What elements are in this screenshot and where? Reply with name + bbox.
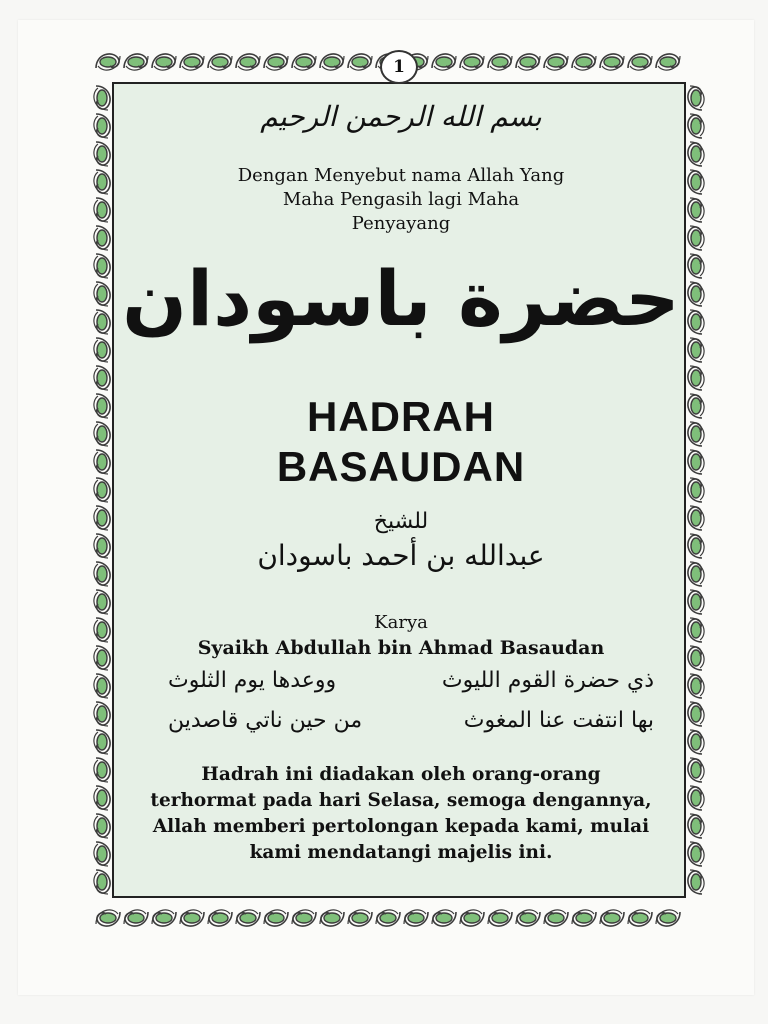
basmala-meaning: Dengan Menyebut nama Allah Yang Maha Pengasih lagi Maha Penyayang	[237, 165, 565, 234]
vine-ornament	[94, 590, 110, 614]
vine-ornament	[600, 910, 624, 926]
author-label: Karya	[374, 612, 428, 633]
vine-ornament	[94, 86, 110, 110]
vine-ornament	[94, 338, 110, 362]
vine-ornament	[688, 646, 704, 670]
vine-ornament	[94, 758, 110, 782]
vine-ornament	[688, 674, 704, 698]
vine-ornament	[94, 534, 110, 558]
latin-title: HADRAH BASAUDAN	[276, 393, 526, 490]
vine-ornament	[628, 54, 652, 70]
vine-ornament	[94, 394, 110, 418]
vine-ornament	[688, 198, 704, 222]
verse-line2-right: بها انتفت عنا المغوث	[463, 708, 654, 733]
vine-ornament	[236, 54, 260, 70]
vine-ornament	[688, 730, 704, 754]
vine-ornament	[688, 842, 704, 866]
vine-ornament	[208, 910, 232, 926]
vine-ornament	[94, 170, 110, 194]
verse-line1-left: ووعدها يوم الثلوث	[168, 668, 337, 693]
vine-ornament	[152, 910, 176, 926]
vine-ornament	[628, 910, 652, 926]
vine-ornament	[688, 254, 704, 278]
vine-ornament	[432, 910, 456, 926]
vine-ornament	[94, 422, 110, 446]
content-panel	[112, 82, 686, 898]
vine-ornament	[124, 54, 148, 70]
vine-ornament	[488, 54, 512, 70]
vine-ornament	[688, 366, 704, 390]
vine-ornament	[94, 702, 110, 726]
vine-ornament	[94, 450, 110, 474]
vine-ornament	[460, 910, 484, 926]
vine-ornament	[292, 54, 316, 70]
vine-ornament	[348, 54, 372, 70]
vine-ornament	[320, 910, 344, 926]
vine-ornament	[688, 562, 704, 586]
vine-ornament	[688, 618, 704, 642]
vine-ornament	[404, 910, 428, 926]
vine-ornament	[208, 54, 232, 70]
vine-ornament	[94, 198, 110, 222]
vine-ornament	[94, 870, 110, 894]
vine-ornament	[180, 54, 204, 70]
vine-ornament	[96, 54, 120, 70]
vine-ornament	[688, 870, 704, 894]
vine-ornament	[688, 478, 704, 502]
vine-ornament	[488, 910, 512, 926]
vine-ornament	[94, 842, 110, 866]
vine-ornament	[94, 310, 110, 334]
vine-ornament	[94, 142, 110, 166]
vine-ornament	[600, 54, 624, 70]
vine-ornament	[688, 534, 704, 558]
vine-ornament	[152, 54, 176, 70]
vine-ornament	[656, 54, 680, 70]
vine-ornament	[94, 674, 110, 698]
vine-ornament	[688, 758, 704, 782]
vine-ornament	[94, 786, 110, 810]
vine-ornament	[572, 910, 596, 926]
vine-ornament	[180, 910, 204, 926]
vine-ornament	[94, 478, 110, 502]
vine-ornament	[544, 910, 568, 926]
page-number: 1	[380, 50, 418, 84]
verse-line2-left: من حين ناتي قاصدين	[168, 708, 363, 733]
description-text: Hadrah ini diadakan oleh orang-orang terhormat pada hari Selasa, semoga dengannya, Allah memberi pertolongan kepada kami, mulai kami mendatangi majelis ini.	[150, 764, 652, 863]
vine-ornament	[688, 814, 704, 838]
vine-ornament	[94, 562, 110, 586]
vine-ornament	[688, 422, 704, 446]
vine-ornament	[94, 366, 110, 390]
vine-ornament	[236, 910, 260, 926]
vine-ornament	[264, 54, 288, 70]
vine-ornament	[94, 814, 110, 838]
author-name: Syaikh Abdullah bin Ahmad Basaudan	[197, 637, 605, 659]
vine-ornament	[688, 86, 704, 110]
verse-line1-right: ذي حضرة القوم الليوث	[441, 668, 654, 693]
vine-ornament	[516, 910, 540, 926]
vine-ornament	[572, 54, 596, 70]
vine-ornament	[94, 114, 110, 138]
vine-ornament	[688, 394, 704, 418]
vine-ornament	[688, 142, 704, 166]
vine-ornament	[688, 702, 704, 726]
vine-ornament	[94, 506, 110, 530]
vine-ornament	[96, 910, 120, 926]
vine-ornament	[264, 910, 288, 926]
vine-ornament	[688, 282, 704, 306]
ornamental-frame	[88, 46, 710, 934]
basmala-calligraphy: بسم الله الرحمن الرحيم	[260, 100, 542, 133]
author-arabic-name: عبدالله بن أحمد باسودان	[257, 539, 545, 572]
vine-ornament	[94, 730, 110, 754]
vine-ornament	[292, 910, 316, 926]
vine-ornament	[656, 910, 680, 926]
vine-ornament	[688, 338, 704, 362]
vine-ornament	[688, 114, 704, 138]
vine-ornament	[688, 170, 704, 194]
vine-ornament	[94, 618, 110, 642]
vine-ornament	[94, 226, 110, 250]
vine-ornament	[124, 910, 148, 926]
vine-ornament	[432, 54, 456, 70]
vine-ornament	[94, 646, 110, 670]
vine-ornament	[320, 54, 344, 70]
vine-ornament	[688, 226, 704, 250]
vine-ornament	[688, 786, 704, 810]
vine-ornament	[516, 54, 540, 70]
vine-ornament	[688, 450, 704, 474]
vine-ornament	[544, 54, 568, 70]
vine-ornament	[376, 910, 400, 926]
arabic-title: حضرة باسودان	[122, 254, 680, 343]
vine-ornament	[94, 254, 110, 278]
vine-ornament	[94, 282, 110, 306]
vine-ornament	[688, 590, 704, 614]
vine-ornament	[688, 506, 704, 530]
vine-ornament	[688, 310, 704, 334]
author-arabic-prefix: للشيخ	[373, 509, 429, 534]
vine-ornament	[460, 54, 484, 70]
vine-ornament	[348, 910, 372, 926]
